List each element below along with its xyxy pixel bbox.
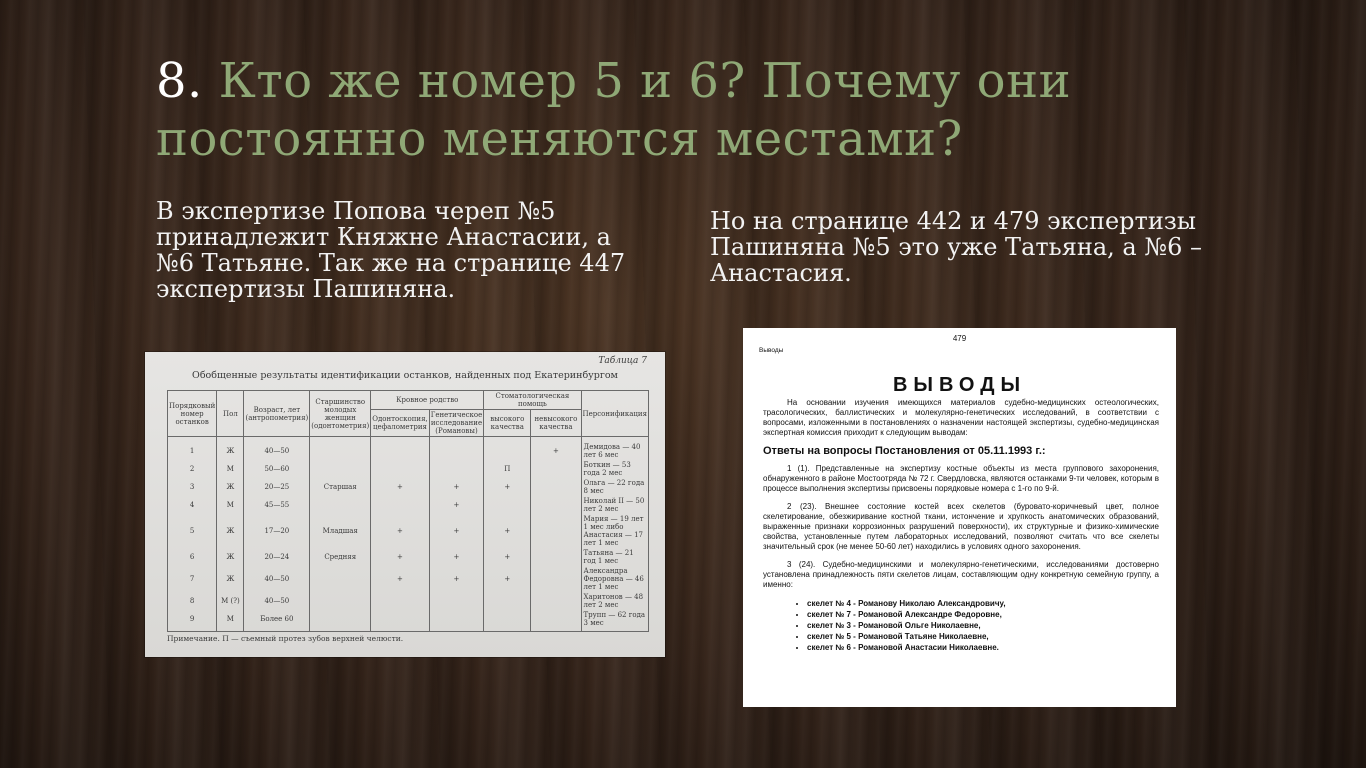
doc-subheading: Ответы на вопросы Постановления от 05.11.1993 г.:: [763, 445, 1046, 457]
doc-body: [763, 398, 1159, 653]
th-low: невысокого качества: [531, 410, 581, 437]
slide-number: 8.: [156, 53, 203, 109]
cell-genetic: [429, 610, 484, 632]
cell-genetic: +: [429, 478, 484, 496]
cell-pers: Александра Федоровна — 46 лет 1 мес: [581, 566, 648, 592]
table-row: [168, 592, 649, 610]
cell-seniority: [310, 460, 371, 478]
cell-low: [531, 496, 581, 514]
cell-age: 40—50: [244, 592, 310, 610]
cell-age: 20—25: [244, 478, 310, 496]
cell-genetic: [429, 460, 484, 478]
table-row: [168, 610, 649, 632]
cell-num: 3: [168, 478, 217, 496]
cell-low: [531, 460, 581, 478]
cell-odonto: +: [371, 514, 430, 548]
table-photo: [145, 352, 665, 657]
slide-title: [156, 52, 1216, 168]
cell-sex: М: [217, 496, 244, 514]
cell-genetic: +: [429, 548, 484, 566]
cell-sex: Ж: [217, 514, 244, 548]
table-title: Обобщенные результаты идентификации останков, найденных под Екатеринбургом: [192, 370, 618, 381]
list-item: • скелет № 4 - Романову Николаю Александровичу,: [807, 598, 1159, 609]
cell-genetic: [429, 592, 484, 610]
th-blood: Кровное родство: [371, 391, 484, 410]
cell-odonto: [371, 592, 430, 610]
cell-age: 40—50: [244, 437, 310, 461]
th-odonto: Одонтоскопия, цефалометрия: [371, 410, 430, 437]
cell-sex: Ж: [217, 548, 244, 566]
cell-sex: Ж: [217, 478, 244, 496]
th-num: Порядковый номер останков: [168, 391, 217, 437]
cell-age: 50—60: [244, 460, 310, 478]
cell-pers: Харитонов — 48 лет 2 мес: [581, 592, 648, 610]
right-paragraph: Но на странице 442 и 479 экспертизы Пашиняна №5 это уже Татьяна, а №6 – Анастасия.: [710, 207, 1202, 287]
left-paragraph: В экспертизе Попова череп №5 принадлежит Княжне Анастасии, а №6 Татьяне. Так же на странице 447 экспертизы Пашиняна.: [156, 197, 626, 303]
cell-high: +: [484, 566, 531, 592]
th-high: высокого качества: [484, 410, 531, 437]
th-sex: Пол: [217, 391, 244, 437]
cell-seniority: [310, 610, 371, 632]
cell-low: [531, 514, 581, 548]
cell-sex: Ж: [217, 566, 244, 592]
cell-num: 2: [168, 460, 217, 478]
list-item: • скелет № 5 - Романовой Татьяне Николаевне,: [807, 631, 1159, 642]
cell-low: [531, 548, 581, 566]
cell-high: П: [484, 460, 531, 478]
cell-num: 5: [168, 514, 217, 548]
cell-seniority: Средняя: [310, 548, 371, 566]
cell-num: 4: [168, 496, 217, 514]
table-row: [168, 478, 649, 496]
cell-odonto: +: [371, 478, 430, 496]
page-number: 479: [952, 334, 967, 343]
th-seniority: Старшинство молодых женщин (одонтометрия): [310, 391, 371, 437]
cell-genetic: +: [429, 566, 484, 592]
cell-age: 40—50: [244, 566, 310, 592]
cell-low: [531, 478, 581, 496]
th-stomat: Стоматологическая помощь: [484, 391, 581, 410]
cell-sex: М: [217, 460, 244, 478]
cell-odonto: [371, 610, 430, 632]
table-number: Таблица 7: [598, 356, 647, 366]
doc-paragraph: 2 (23). Внешнее состояние костей всех скелетов (буровато-коричневый цвет, полное скелетирование, обезжиривание костной ткани, истончение и хрупкость анатомических образований, выраженные признаки коррозионных разрушений поверхности), их структурные и физико-химические свойства, установленные путем лабораторных исследований, позволяют считать что все скелеты значительный срок (не менее 50-60 лет) находились в условиях одного захоронения.: [763, 502, 1159, 551]
cell-low: [531, 566, 581, 592]
cell-odonto: [371, 437, 430, 461]
cell-age: 17—20: [244, 514, 310, 548]
cell-odonto: [371, 460, 430, 478]
cell-low: [531, 610, 581, 632]
doc-heading: ВЫВОДЫ: [892, 374, 1027, 396]
cell-sex: Ж: [217, 437, 244, 461]
doc-paragraph: 1 (1). Представленные на экспертизу костные объекты из места группового захоронения, обнаруженного в районе Мостоотряда № 72 г. Свердловска, являются останками 9-ти человек, которым в процессе выполнения экспертизы присвоены порядковые номера с 1-го по 9-й.: [763, 464, 1159, 493]
slide-title-text: Кто же номер 5 и 6? Почему они постоянно меняются местами?: [156, 53, 1072, 167]
list-item: • скелет № 7 - Романовой Александре Федоровне,: [807, 609, 1159, 620]
cell-high: +: [484, 478, 531, 496]
cell-genetic: +: [429, 496, 484, 514]
cell-genetic: [429, 437, 484, 461]
cell-num: 1: [168, 437, 217, 461]
running-header: Выводы: [759, 347, 784, 354]
cell-sex: М: [217, 610, 244, 632]
list-item: • скелет № 6 - Романовой Анастасии Николаевне.: [807, 642, 1159, 653]
table-row: [168, 566, 649, 592]
cell-num: 9: [168, 610, 217, 632]
table-row: [168, 548, 649, 566]
cell-pers: Мария — 19 лет 1 мес либо Анастасия — 17 лет 1 мес: [581, 514, 648, 548]
cell-pers: Боткин — 53 года 2 мес: [581, 460, 648, 478]
cell-high: [484, 610, 531, 632]
cell-high: [484, 437, 531, 461]
cell-high: [484, 496, 531, 514]
cell-age: 20—24: [244, 548, 310, 566]
doc-paragraph: На основании изучения имеющихся материалов судебно-медицинских остеологических, трасологических, баллистических и молекулярно-генетических исследований, в соответствии с вопросами, изложенными в постановлениях о назначении настоящей экспертизы, судебно-медицинская экспертная комиссия приходит к следующим выводам:: [763, 398, 1159, 437]
table-row: [168, 514, 649, 548]
identification-table: [167, 390, 649, 632]
cell-age: Более 60: [244, 610, 310, 632]
table-row: [168, 496, 649, 514]
document-page: [743, 328, 1176, 707]
cell-seniority: Старшая: [310, 478, 371, 496]
cell-seniority: [310, 437, 371, 461]
table-row: [168, 460, 649, 478]
th-pers: Персонификация: [581, 391, 648, 437]
th-age: Возраст, лет (антропометрия): [244, 391, 310, 437]
cell-high: +: [484, 514, 531, 548]
cell-pers: Ольга — 22 года 8 мес: [581, 478, 648, 496]
doc-paragraph: 3 (24). Судебно-медицинскими и молекулярно-генетическими, исследованиями достоверно установлена принадлежность пяти скелетов лицам, составляющим одну конкретную семейную группу, а именно:: [763, 560, 1159, 589]
cell-odonto: +: [371, 548, 430, 566]
cell-seniority: [310, 566, 371, 592]
cell-pers: Демидова — 40 лет 6 мес: [581, 437, 648, 461]
cell-high: +: [484, 548, 531, 566]
cell-odonto: [371, 496, 430, 514]
cell-seniority: [310, 496, 371, 514]
cell-pers: Николай II — 50 лет 2 мес: [581, 496, 648, 514]
cell-genetic: +: [429, 514, 484, 548]
th-genetic: Генетическое исследование (Романовы): [430, 411, 483, 435]
skeleton-list: [763, 598, 1159, 653]
cell-age: 45—55: [244, 496, 310, 514]
cell-pers: Трупп — 62 года 3 мес: [581, 610, 648, 632]
cell-odonto: +: [371, 566, 430, 592]
cell-num: 8: [168, 592, 217, 610]
cell-sex: М (?): [217, 592, 244, 610]
table-note: Примечание. П — съемный протез зубов верхней челюсти.: [167, 634, 404, 643]
cell-num: 7: [168, 566, 217, 592]
cell-high: [484, 592, 531, 610]
cell-seniority: [310, 592, 371, 610]
cell-low: +: [531, 437, 581, 461]
cell-num: 6: [168, 548, 217, 566]
cell-pers: Татьяна — 21 год 1 мес: [581, 548, 648, 566]
table-row: [168, 437, 649, 461]
cell-low: [531, 592, 581, 610]
cell-seniority: Младшая: [310, 514, 371, 548]
list-item: • скелет № 3 - Романовой Ольге Николаевне,: [807, 620, 1159, 631]
